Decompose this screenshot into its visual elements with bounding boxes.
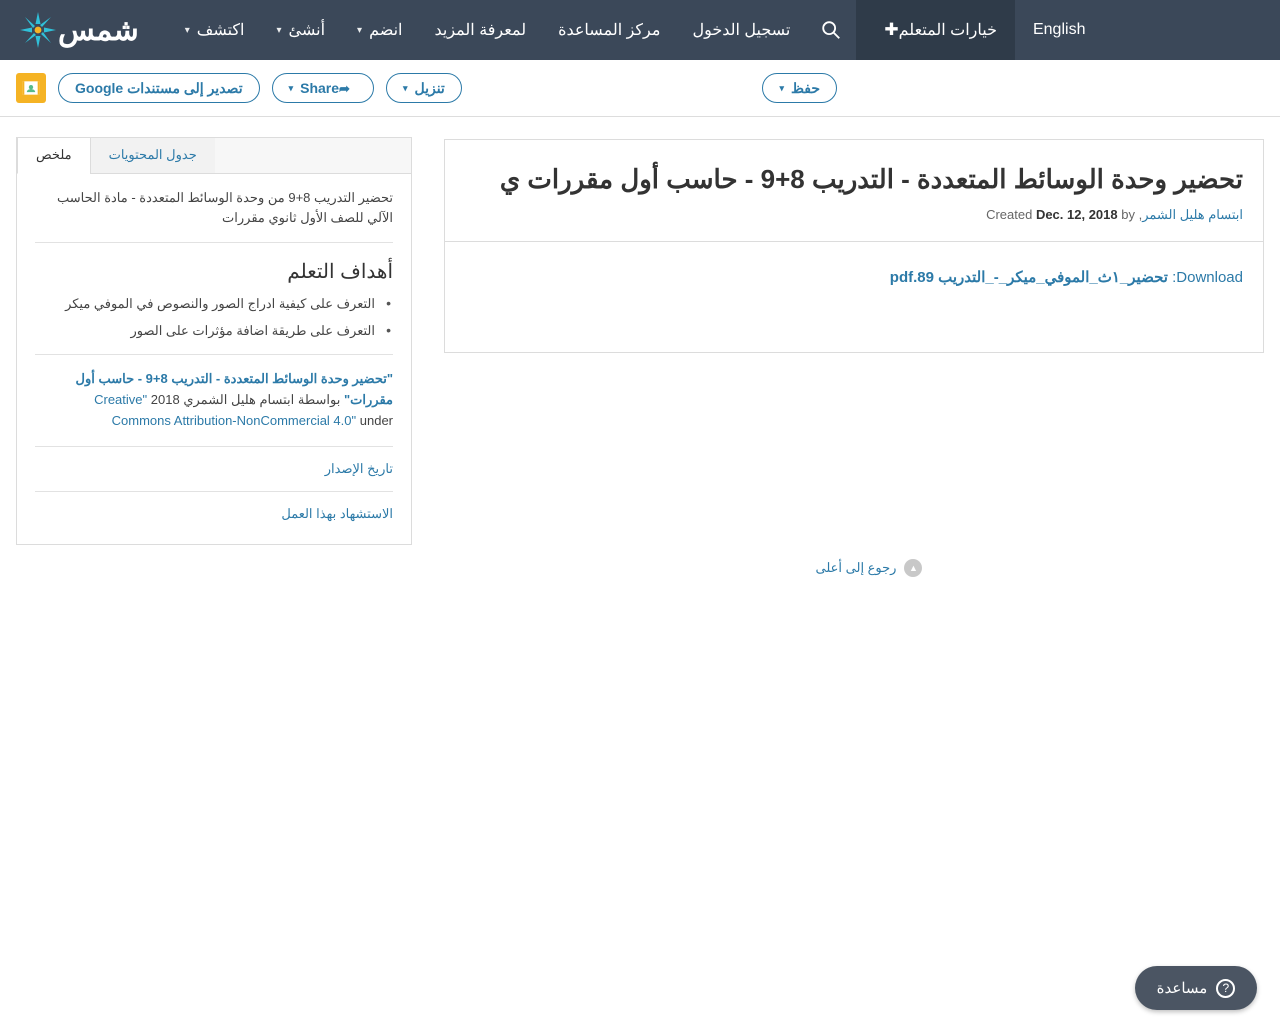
nav-item-login[interactable] [676,0,806,60]
document-action-bar [0,60,1280,117]
chevron-down-icon: ▾ [779,82,784,93]
page-content [0,117,1280,545]
chevron-down-icon: ▾ [402,82,408,93]
help-button[interactable] [1135,966,1257,1010]
sidebar-item-publication-date[interactable] [35,447,393,491]
export-google-docs-button[interactable] [58,73,260,103]
top-navigation-bar [0,0,1280,60]
search-button[interactable] [806,0,856,60]
sidebar-tabs [17,138,411,174]
sidebar-body [17,174,411,544]
back-to-top-link[interactable] [458,559,1280,577]
nav-item-join[interactable] [341,0,418,60]
document-byline: ابتسام هليل الشمر, Created Dec. 12, 2018 by [986,207,1243,223]
chevron-down-icon: ▾ [276,24,282,36]
document-body [445,242,1263,352]
star-logo-icon [18,10,58,50]
nav-item-help-center[interactable] [542,0,676,60]
nav-item-login-label: تسجيل الدخول [692,22,791,39]
export-google-docs-label: تصدير إلى مستندات Google [75,80,243,96]
nav-item-join-label: انضم [369,22,403,39]
nav-item-learn-more-label: لمعرفة المزيد [434,22,527,39]
site-logo[interactable] [0,0,169,60]
download-file-link[interactable]: تحضير_١ث_الموفي_ميكر_-_التدريب 89.pdf [889,269,1168,287]
chevron-down-icon: ▾ [288,82,294,93]
license-name-link[interactable]: "Creative Commons Attribution-NonCommercial 4.0" [94,392,357,428]
nav-item-create-label: أنشئ [288,22,326,39]
nav-item-discover-label: اكتشف [196,22,245,39]
list-item: • التعرف على طريقة اضافة مؤثرات على الصور [35,321,375,341]
license-work-title[interactable]: "تحضير وحدة الوسائط المتعددة - التدريب 8+9 - حاسب أول مقررات" [75,371,393,408]
summary-sidebar [16,137,412,545]
created-date: Dec. 12, 2018 [1035,207,1118,223]
language-label: English [1032,21,1086,38]
license-by-text: بواسطة ابتسام هليل الشمري [183,392,341,408]
nav-item-create[interactable] [261,0,342,60]
question-circle-icon: ? [1216,979,1235,998]
help-button-label: مساعدة [1156,980,1208,997]
license-year: 2018 [150,392,180,408]
license-under-label: under [359,412,393,428]
share-button-label: Share [300,80,340,96]
by-label: by [1121,207,1135,223]
tab-table-of-contents-label: جدول المحتويات [108,147,197,162]
download-button[interactable] [386,73,462,103]
share-icon: ➦ [339,80,350,96]
nav-item-learn-more[interactable] [419,0,543,60]
divider [35,242,393,243]
nav-item-help-center-label: مركز المساعدة [558,22,661,39]
author-link[interactable]: ابتسام هليل الشمر [1142,207,1243,223]
search-icon [820,19,842,41]
language-switch-english[interactable] [1015,0,1103,60]
chevron-down-icon: ▾ [357,24,363,36]
license-block [35,355,393,445]
page-title: تحضير وحدة الوسائط المتعددة - التدريب 8+9 - حاسب أول مقررات ي [499,164,1243,194]
nav-item-discover[interactable] [169,0,261,60]
share-button[interactable] [272,73,374,103]
learner-options-label: خيارات المتعلم [898,22,997,39]
plus-icon: ✚ [884,20,899,39]
action-bar-right-group [16,73,462,103]
list-item: • التعرف على كيفية ادراج الصور والنصوص في الموفي ميكر [35,294,375,314]
download-label: Download: [1172,269,1243,287]
sidebar-item-label: تاريخ الإصدار [324,460,393,476]
document-header [445,140,1263,242]
tab-summary[interactable] [17,138,90,174]
download-button-label: تنزيل [414,80,445,96]
chevron-down-icon: ▾ [184,24,190,36]
download-row [465,268,1243,286]
learning-objectives-heading: أهداف التعلم [287,261,393,284]
created-label: Created [986,207,1033,223]
learning-objectives-list [35,294,393,340]
tab-table-of-contents[interactable] [90,138,215,173]
save-button[interactable] [762,73,837,103]
sidebar-item-cite-this-work[interactable] [35,492,393,536]
tab-summary-label: ملخص [36,147,72,162]
sidebar-item-label: الاستشهاد بهذا العمل [281,505,393,521]
back-to-top-label: رجوع إلى أعلى [815,559,897,575]
logo-text: شمس [58,13,139,47]
chevron-up-icon: ▲ [904,559,922,577]
learner-options-button[interactable] [856,0,1015,60]
google-classroom-button[interactable] [16,73,46,103]
summary-description: تحضير التدريب 8+9 من وحدة الوسائط المتعددة - مادة الحاسب الآلي للصف الأول ثانوي مقررات [57,190,393,226]
save-button-label: حفظ [790,80,820,96]
google-classroom-icon [21,78,41,98]
document-panel [444,139,1264,353]
